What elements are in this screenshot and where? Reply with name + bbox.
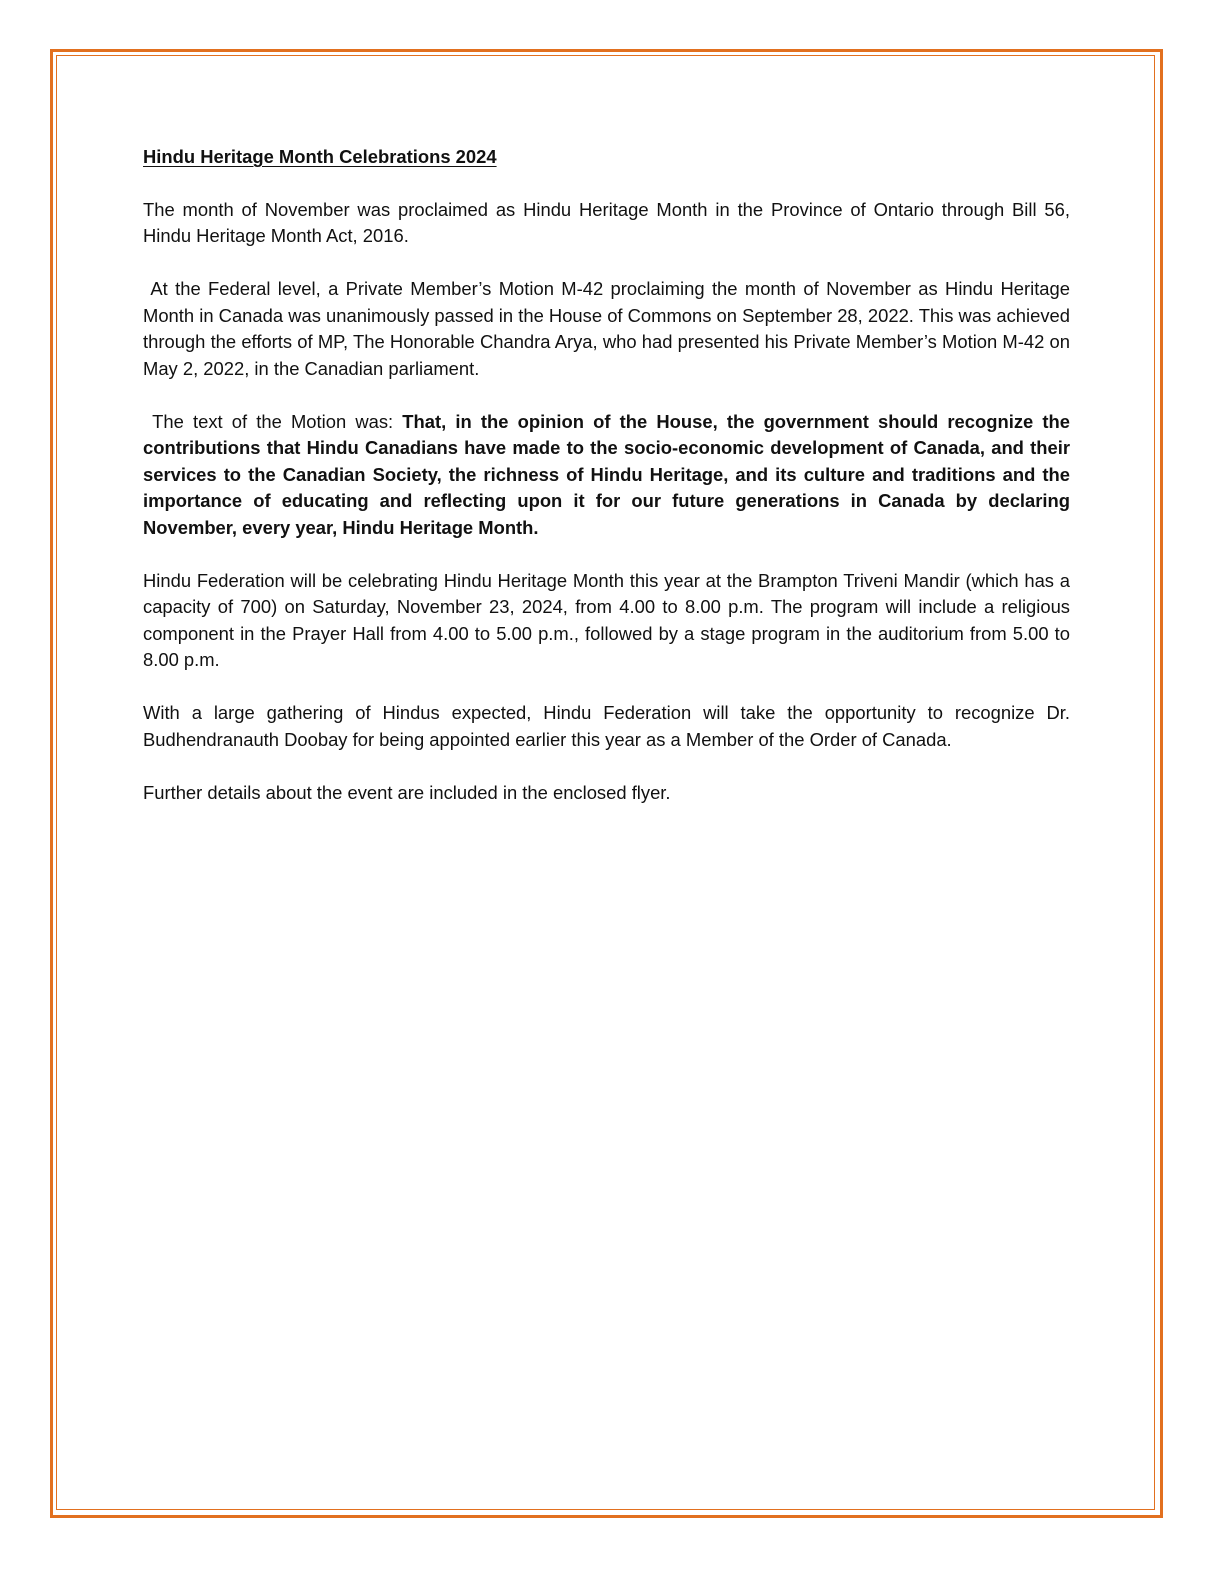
paragraph-further-details: Further details about the event are included in the enclosed flyer. <box>143 781 671 803</box>
paragraph-celebration-details: Hindu Federation will be celebrating Hindu Heritage Month this year at the Brampton Triveni Mandir (which has a capacity of 700) on Saturday, November 23, 2024, from 4.00 to 8.00 p.m. The program will include a religious component in the Prayer Hall from 4.00 to 5.00 p.m., followed by a stage program in the auditorium from 5.00 to 8.00 p.m. <box>143 569 1070 670</box>
paragraph-motion-text <box>143 409 1076 542</box>
document-body <box>143 144 1076 833</box>
paragraph-ontario-bill: The month of November was proclaimed as Hindu Heritage Month in the Province of Ontario through Bill 56, Hindu Heritage Month Act, 2016. <box>143 198 1070 246</box>
paragraph-federal-motion: At the Federal level, a Private Member’s Motion M-42 proclaiming the month of November as Hindu Heritage Month in Canada was unanimously passed in the House of Commons on September 28, 2022. This was achieved through the efforts of MP, The Honorable Chandra Arya, who had presented his Private Member’s Motion M-42 on May 2, 2022, in the Canadian parliament. <box>143 278 1076 379</box>
motion-quote: That, in the opinion of the House, the government should recognize the contributions that Hindu Canadians have made to the socio-economic development of Canada, and their services to the Canadian Society, the richness of Hindu Heritage, and its culture and traditions and the importance of educating and reflecting upon it for our future generations in Canada by declaring November, every year, Hindu Heritage Month. <box>143 410 1076 538</box>
document-title: Hindu Heritage Month Celebrations 2024 <box>143 146 497 167</box>
paragraph-recognition: With a large gathering of Hindus expected, Hindu Federation will take the opportunity to recognize Dr. Budhendranauth Doobay for being appointed earlier this year as a Member of the Order of Canada. <box>143 702 1070 750</box>
motion-intro: The text of the Motion was: <box>143 410 403 432</box>
